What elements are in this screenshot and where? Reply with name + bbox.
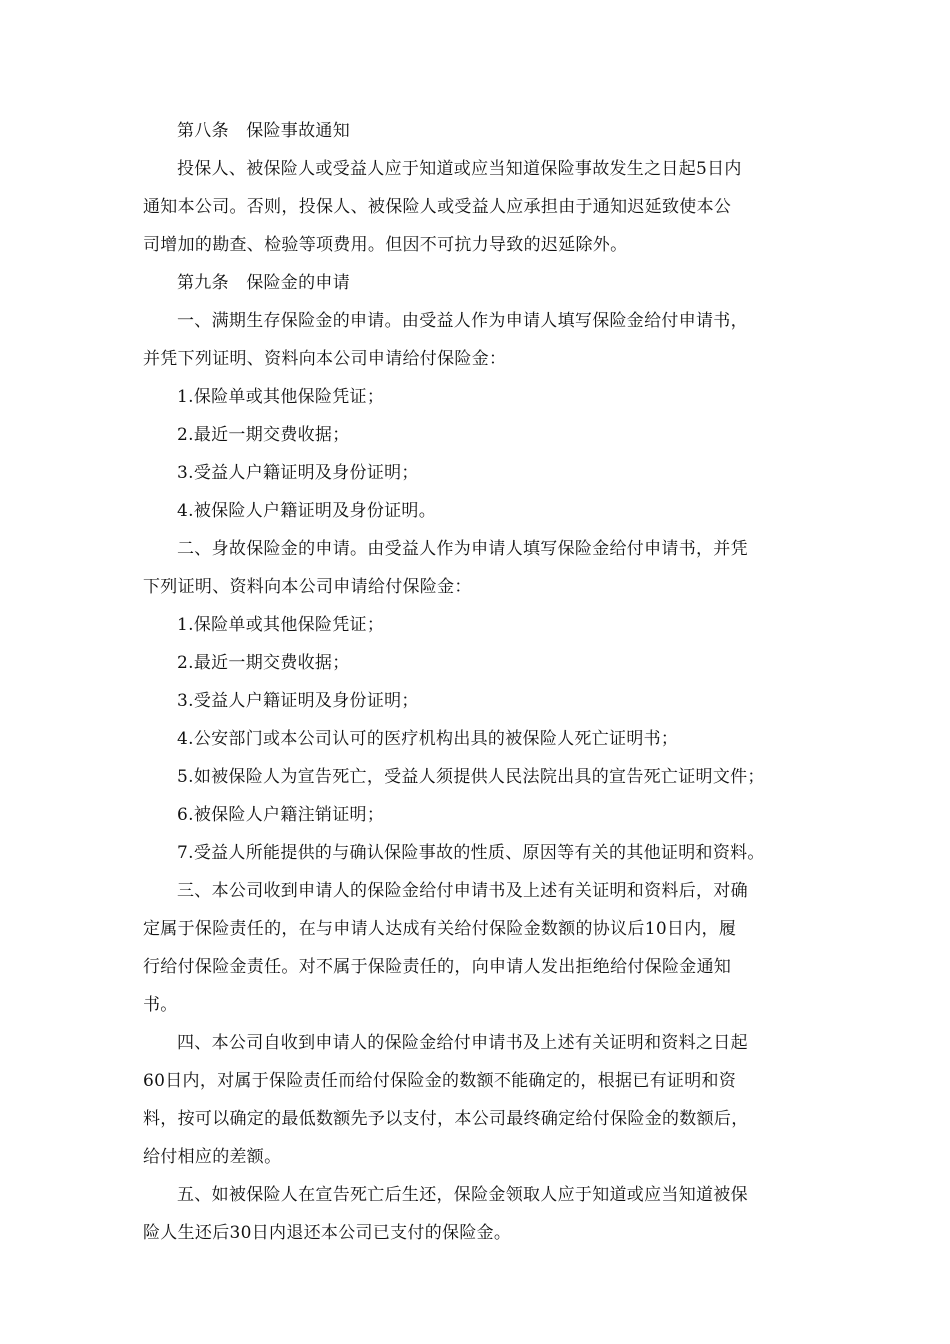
- sec1-intro-line-1: 一、满期生存保险金的申请。由受益人作为申请人填写保险金给付申请书，: [177, 311, 748, 331]
- sec5-line-2: 险人生还后30日内退还本公司已支付的保险金。: [143, 1223, 512, 1243]
- article9-heading: 第九条 保险金的申请: [177, 273, 350, 293]
- sec2-intro-line-2: 下列证明、资料向本公司申请给付保险金：: [143, 577, 472, 597]
- article8-line-2: 通知本公司。否则，投保人、被保险人或受益人应承担由于通知迟延致使本公: [143, 197, 732, 217]
- sec4-line-4: 给付相应的差额。: [143, 1147, 282, 1167]
- sec1-intro-line-2: 并凭下列证明、资料向本公司申请给付保险金：: [143, 349, 507, 369]
- sec3-line-1: 三、本公司收到申请人的保险金给付申请书及上述有关证明和资料后，对确: [177, 881, 748, 901]
- sec5-line-1: 五、如被保险人在宣告死亡后生还，保险金领取人应于知道或应当知道被保: [177, 1185, 748, 1205]
- article8-heading: 第八条 保险事故通知: [177, 121, 350, 141]
- sec1-item-2: 2.最近一期交费收据；: [177, 425, 350, 445]
- sec4-line-3: 料，按可以确定的最低数额先予以支付，本公司最终确定给付保险金的数额后，: [143, 1109, 749, 1129]
- sec2-item-2: 2.最近一期交费收据；: [177, 653, 350, 673]
- sec2-item-4: 4.公安部门或本公司认可的医疗机构出具的被保险人死亡证明书；: [177, 729, 679, 749]
- sec3-line-4: 书。: [143, 995, 178, 1015]
- sec1-item-3: 3.受益人户籍证明及身份证明；: [177, 463, 419, 483]
- article8-line-3: 司增加的勘查、检验等项费用。但因不可抗力导致的迟延除外。: [143, 235, 628, 255]
- sec4-line-1: 四、本公司自收到申请人的保险金给付申请书及上述有关证明和资料之日起: [177, 1033, 748, 1053]
- sec2-item-1: 1.保险单或其他保险凭证；: [177, 615, 385, 635]
- sec2-item-3: 3.受益人户籍证明及身份证明；: [177, 691, 419, 711]
- sec2-intro-line-1: 二、身故保险金的申请。由受益人作为申请人填写保险金给付申请书，并凭: [177, 539, 748, 559]
- sec3-line-2: 定属于保险责任的，在与申请人达成有关给付保险金数额的协议后10日内，履: [143, 919, 737, 939]
- article8-line-1: 投保人、被保险人或受益人应于知道或应当知道保险事故发生之日起5日内: [177, 159, 742, 179]
- sec4-line-2: 60日内，对属于保险责任而给付保险金的数额不能确定的，根据已有证明和资: [143, 1071, 737, 1091]
- sec2-item-5: 5.如被保险人为宣告死亡，受益人须提供人民法院出具的宣告死亡证明文件；: [177, 767, 765, 787]
- sec3-line-3: 行给付保险金责任。对不属于保险责任的，向申请人发出拒绝给付保险金通知: [143, 957, 732, 977]
- sec2-item-7: 7.受益人所能提供的与确认保险事故的性质、原因等有关的其他证明和资料。: [177, 843, 765, 863]
- sec1-item-4: 4.被保险人户籍证明及身份证明。: [177, 501, 437, 521]
- sec2-item-6: 6.被保险人户籍注销证明；: [177, 805, 385, 825]
- sec1-item-1: 1.保险单或其他保险凭证；: [177, 387, 385, 407]
